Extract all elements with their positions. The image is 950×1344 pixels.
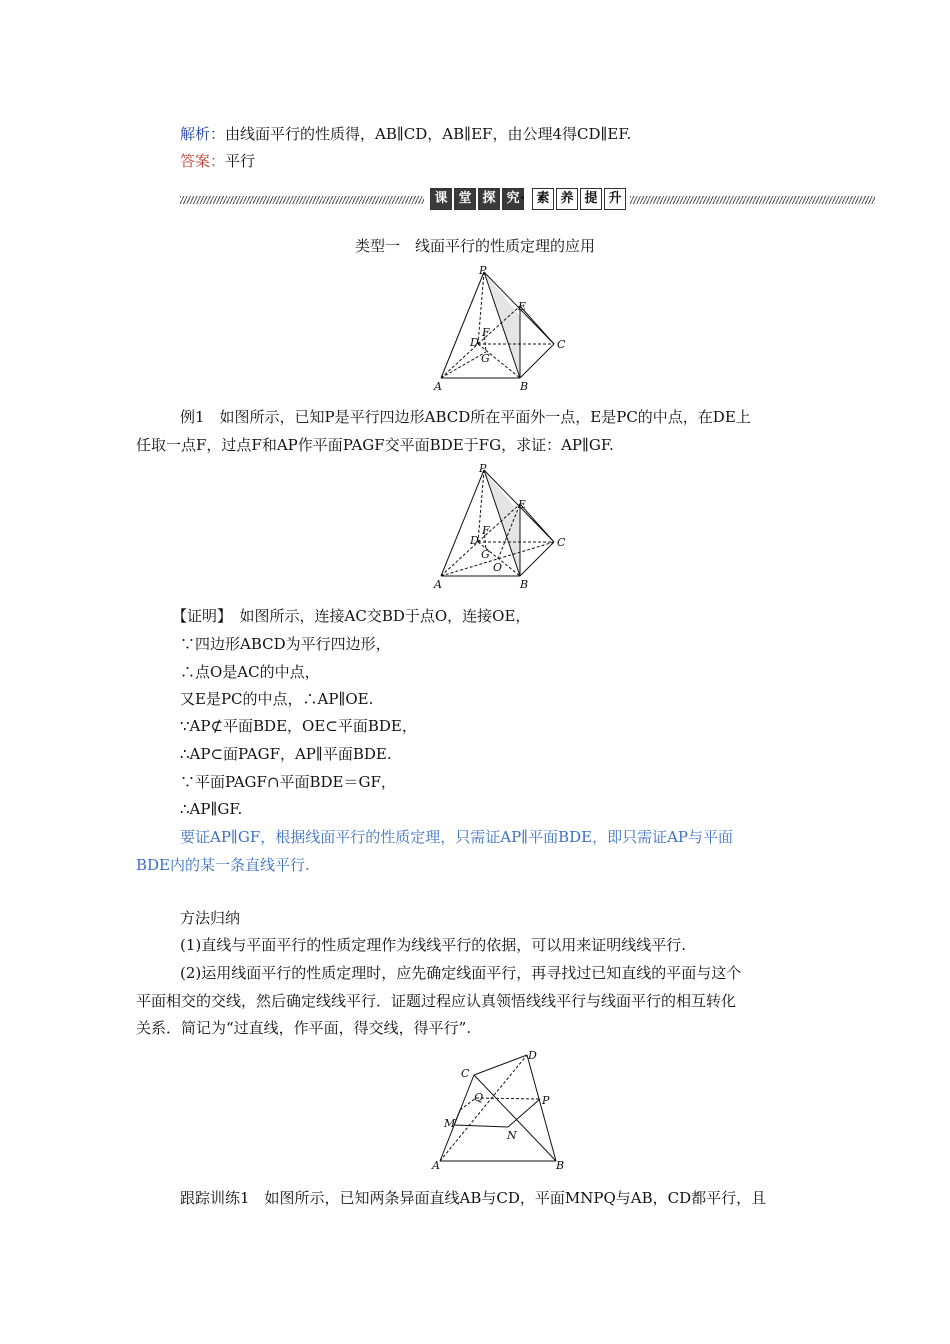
label-C: C (461, 1067, 470, 1080)
label-C: C (557, 338, 566, 351)
analysis-line (180, 124, 631, 144)
label-C: C (557, 536, 566, 549)
training-line-1: 跟踪训练1 如图所示，已知两条异面直线AB与CD，平面MNPQ与AB，CD都平行，且 (180, 1189, 767, 1207)
banner-char: 升 (604, 188, 626, 210)
method-p2-3: 关系．简记为“过直线，作平面，得交线，得平行”. (136, 1019, 472, 1037)
label-N: N (507, 1129, 517, 1142)
label-F: F (482, 326, 490, 339)
answer-line (180, 151, 255, 171)
banner-hatch-left (180, 196, 424, 204)
banner-char: 提 (580, 188, 602, 210)
banner-char: 堂 (454, 188, 476, 210)
label-B: B (520, 380, 529, 393)
label-A: A (434, 380, 442, 393)
label-E: E (518, 498, 527, 511)
banner-right-box (532, 188, 626, 210)
section-banner (180, 188, 875, 212)
banner-char: 究 (502, 188, 524, 210)
answer-text: 平行 (225, 152, 256, 170)
proof-line-3: ∴点O是AC的中点， (180, 663, 320, 681)
label-E: E (518, 300, 527, 313)
proof-text: 如图所示，连接AC交BD于点O，连接OE， (224, 607, 531, 625)
label-A: A (434, 578, 442, 591)
label-B: B (520, 578, 529, 591)
analysis-label: 解析： (180, 125, 226, 143)
proof-line-8: ∴AP∥GF. (180, 800, 243, 818)
proof-line-7: ∵平面PAGF∩平面BDE＝GF， (180, 773, 396, 791)
label-D: D (470, 534, 479, 547)
proof-line-6: ∴AP⊂面PAGF，AP∥平面BDE. (180, 745, 392, 763)
label-M: M (444, 1117, 456, 1130)
banner-char: 探 (478, 188, 500, 210)
label-P: P (479, 264, 487, 277)
answer-label: 答案： (180, 152, 226, 170)
proof-line-5: ∵AP⊄平面BDE，OE⊂平面BDE， (180, 717, 417, 735)
method-p2-2: 平面相交的交线，然后确定线线平行．证题过程应认真领悟线线平行与线面平行的相互转化 (136, 992, 737, 1010)
pyramid-figure-1 (428, 264, 578, 394)
label-Q: Q (474, 1091, 484, 1104)
label-D: D (528, 1049, 537, 1062)
banner-char: 课 (430, 188, 452, 210)
hint-line-2: BDE内的某一条直线平行. (136, 856, 310, 874)
method-p2-1: (2)运用线面平行的性质定理时，应先确定线面平行，再寻找过已知直线的平面与这个 (180, 964, 742, 982)
banner-dot: · (520, 189, 526, 207)
label-G: G (481, 548, 490, 561)
label-D: D (470, 336, 479, 349)
example-line-2: 任取一点F，过点F和AP作平面PAGF交平面BDE于FG，求证：AP∥GF. (136, 436, 614, 454)
label-A: A (432, 1159, 440, 1172)
label-O: O (493, 561, 503, 574)
skew-lines-figure (428, 1045, 578, 1175)
proof-line-1 (172, 606, 530, 626)
label-B: B (556, 1159, 565, 1172)
hint-line-1: 要证AP∥GF，根据线面平行的性质定理，只需证AP∥平面BDE，即只需证AP与平面 (180, 828, 734, 846)
label-P: P (479, 462, 487, 475)
example-line-1: 例1 如图所示，已知P是平行四边形ABCD所在平面外一点，E是PC的中点，在DE上 (180, 408, 751, 426)
method-title: 方法归纳 (180, 909, 241, 927)
label-P: P (542, 1094, 550, 1107)
label-G: G (481, 352, 490, 365)
banner-char: 素 (532, 188, 554, 210)
proof-label: 【证明】 (172, 607, 225, 625)
banner-hatch-right (630, 196, 875, 204)
method-p1: (1)直线与平面平行的性质定理作为线线平行的依据，可以用来证明线线平行. (180, 936, 687, 954)
banner-left-box (430, 188, 524, 210)
proof-line-4: 又E是PC的中点，∴AP∥OE. (180, 690, 374, 708)
banner-char: 养 (556, 188, 578, 210)
proof-line-2: ∵四边形ABCD为平行四边形， (180, 635, 391, 653)
analysis-text: 由线面平行的性质得，AB∥CD，AB∥EF，由公理4得CD∥EF. (225, 125, 632, 143)
pyramid-figure-2 (428, 462, 578, 592)
label-F: F (482, 524, 490, 537)
type-heading: 类型一 线面平行的性质定理的应用 (354, 237, 595, 255)
